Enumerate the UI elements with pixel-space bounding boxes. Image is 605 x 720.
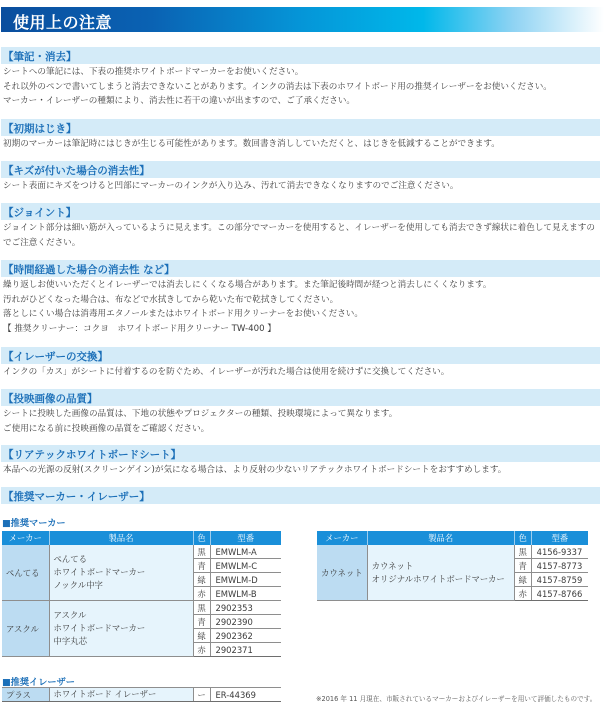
table-header-row [317,531,588,545]
body-line: 汚れがひどくなった場合は、布などで水拭きしてから乾いた布で乾拭きしてください。 [3,294,339,305]
code-cell: 2902353 [210,601,281,615]
color-cell: 青 [193,615,210,629]
table-row [2,545,281,559]
color-cell: 黒 [193,601,210,615]
section-heading-text: 【キズが付いた場合の消去性】 [3,165,150,177]
body-line: 本品への光源の反射(スクリーンゲイン)が気になる場合は、より反射の少ないリアテックホワイトボードシートをおすすめします。 [3,465,507,475]
table-row [2,688,281,702]
body-line: 落としにくい場合は消毒用エタノールまたはホワイトボード用クリーナーをお使いください。 [3,309,363,320]
header-code: 型番 [210,531,281,545]
code-cell: 2902390 [210,615,281,629]
section-body-joint [3,221,598,250]
color-cell: 青 [193,559,210,573]
section-heading-recommended [1,487,600,504]
markers-table-left [2,531,281,657]
header-maker: メーカー [2,531,49,545]
section-body-projection [3,407,601,436]
color-cell: 黒 [514,545,531,559]
code-cell: EMWLM-D [210,573,281,587]
maker-cell: ぺんてる [2,545,49,601]
product-line: ぺんてる [53,554,87,564]
color-cell: 緑 [193,573,210,587]
color-cell: ー [193,688,210,702]
section-heading-text: 【ジョイント】 [3,207,77,219]
section-heading-writing-erasing [1,47,600,64]
header-color: 色 [193,531,210,545]
color-cell: 緑 [193,629,210,643]
color-cell: 赤 [514,587,531,601]
code-cell: EMWLM-A [210,545,281,559]
product-line: 中字丸芯 [53,636,87,646]
body-line: 繰り返しお使いいただくとイレーザーでは消去しにくくなる場合があります。また筆記後時間が経つと消去しにくくなります。 [3,280,492,290]
section-heading-scratch [1,161,600,178]
product-line: ノックル中字 [53,580,103,590]
section-heading-text: 【筆記・消去】 [3,51,77,63]
code-cell: 4156-9337 [531,545,588,559]
product-line: アスクル [53,610,87,620]
body-line: シートに投映した画像の品質は、下地の状態やプロジェクターの種類、投映環境によって異なります。 [3,409,398,419]
section-heading-projection [1,389,600,406]
header-maker: メーカー [317,531,367,545]
body-line: 初期のマーカーは筆記時にはじきが生じる可能性があります。数回書き消ししていただくと、はじきを低減することができます。 [3,139,500,149]
code-cell: EMWLM-B [210,587,281,601]
section-body-eraser-replace [3,365,601,380]
body-line: マーカー・イレーザーの種類により、消去性に若干の違いが出ますので、ご了承ください。 [3,96,356,107]
color-cell: 赤 [193,587,210,601]
header-code: 型番 [531,531,588,545]
product-line: ホワイトボードマーカー [53,623,146,633]
header-product: 製品名 [49,531,193,545]
product-cell: ホワイトボード イレーザー [49,688,193,702]
product-cell [367,545,514,601]
recommended-markers-label: ■推奨マーカー [2,518,66,529]
product-line: オリジナルホワイトボードマーカー [371,573,505,584]
code-cell: 2902362 [210,629,281,643]
section-heading-text: 【イレーザーの交換】 [3,351,108,363]
section-heading-joint [1,203,600,220]
code-cell: 2902371 [210,643,281,657]
product-line: ホワイトボードマーカー [53,567,146,577]
section-heading-aging [1,260,600,277]
recommended-erasers-label: ■推奨イレーザー [2,677,75,688]
section-heading-eraser-replace [1,347,600,364]
section-heading-text: 【投映画像の品質】 [3,393,98,405]
code-cell: 4157-8773 [531,559,588,573]
body-line: 【 推奨クリーナー：コクヨ ホワイトボード用クリーナー TW-400 】 [3,323,276,334]
section-heading-text: 【リアテックホワイトボードシート】 [3,449,182,461]
body-line: ご使用になる前に投映画像の品質をご確認ください。 [3,423,210,434]
section-body-writing-erasing [3,65,601,109]
header-product: 製品名 [367,531,514,545]
section-heading-reartec [1,445,600,462]
section-heading-text: 【初期はじき】 [3,123,77,135]
section-heading-text: 【推奨マーカー・イレーザー】 [3,491,150,503]
product-cell [49,545,193,601]
maker-cell: アスクル [2,601,49,657]
table-row [2,601,281,615]
section-body-initial-repel [3,137,601,152]
maker-cell: カウネット [317,545,367,601]
markers-table-right [317,531,588,601]
color-cell: 緑 [514,573,531,587]
color-cell: 赤 [193,643,210,657]
code-cell: 4157-8766 [531,587,588,601]
section-heading-text: 【時間経過した場合の消去性 など】 [3,264,175,276]
eraser-table [2,687,281,702]
section-body-aging [3,278,601,336]
table-header-row [2,531,281,545]
header-color: 色 [514,531,531,545]
code-cell: ER-44369 [210,688,281,702]
table-row [317,545,588,559]
section-body-scratch [3,179,601,194]
body-line: ジョイント部分は細い筋が入っているように見えます。この部分でマーカーを使用すると、イレーザーを使用しても消去できず線状に着色して見えますのでご注意ください。 [3,223,595,248]
product-line: カウネット [371,560,414,571]
page-title: 使用上の注意 [13,13,113,32]
body-line: それ以外のペンで書いてしまうと消去できないことがあります。インクの消去は下表のホワイトボード用の推奨イレーザーをお使いください。 [3,81,552,92]
section-body-reartec [3,463,601,478]
code-cell: 4157-8759 [531,573,588,587]
code-cell: EMWLM-C [210,559,281,573]
body-line: インクの「カス」がシートに付着するのを防ぐため、イレーザーが汚れた場合は使用を続けずに交換してください。 [3,367,450,377]
product-cell [49,601,193,657]
section-heading-initial-repel [1,119,600,136]
body-line: シート表面にキズをつけると凹部にマーカーのインクが入り込み、汚れて消去できなくなりますのでご注意ください。 [3,181,459,191]
body-line: シートへの筆記には、下表の推奨ホワイトボードマーカーをお使いください。 [3,67,304,77]
color-cell: 黒 [193,545,210,559]
footnote: ※2016 年 11 月現在、市販されているマーカーおよびイレーザーを用いて評価したものです。 [316,695,597,703]
maker-cell: プラス [2,688,49,702]
color-cell: 青 [514,559,531,573]
page-title-bar [1,7,604,32]
